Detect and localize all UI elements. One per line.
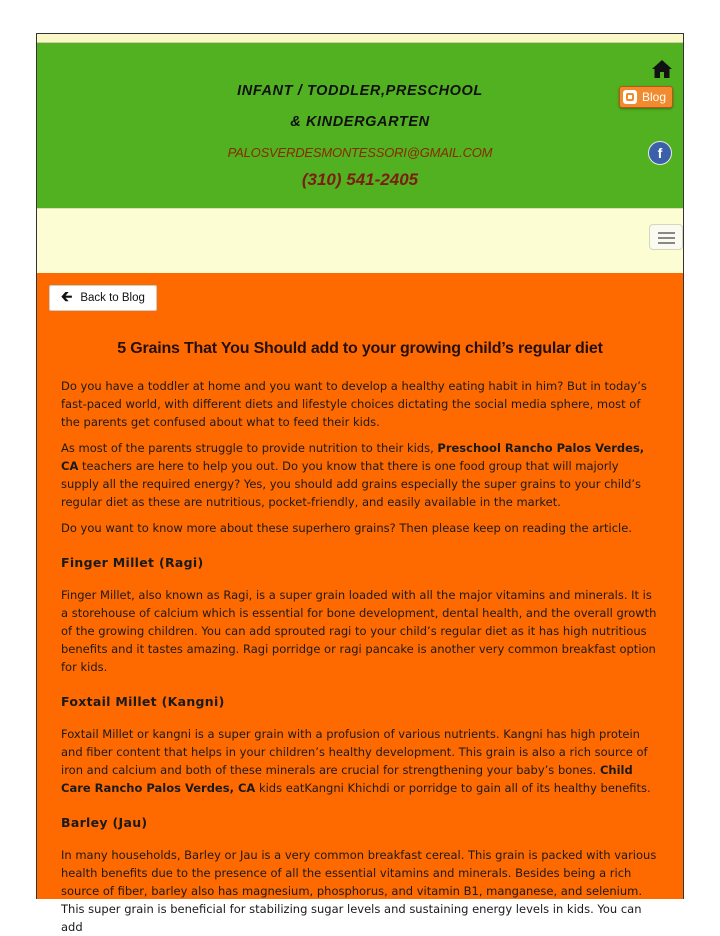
header-phone-link[interactable]: (310) 541-2405 xyxy=(301,170,419,189)
preschool-link-text: Preschool Rancho Palos Verdes, CA xyxy=(61,441,645,473)
site-header xyxy=(37,43,683,208)
header-email-link[interactable]: PALOSVERDESMONTESSORI@GMAIL.COM xyxy=(227,145,493,160)
paragraph: In many households, Barley or Jau is a very common breakfast cereal. This grain is packed with various health benefits due to the presence of all the essential vitamins and minerals. Besides being a rich source of fiber, barley also has magnesium, phosphorus, and vitamin B1, manganese, and selenium. This super grain is beneficial for stabilizing sugar levels and sustaining energy levels in kids. You can add xyxy=(61,848,657,934)
blogger-icon xyxy=(623,90,637,104)
child-care-link-text: Child Care Rancho Palos Verdes, CA xyxy=(61,763,633,795)
header-line-1: INFANT / TODDLER,PRESCHOOL xyxy=(237,83,483,99)
top-strip xyxy=(37,34,683,43)
back-to-blog-label: Back to Blog xyxy=(80,292,145,304)
article-title: 5 Grains That You Should add to your growing child’s regular diet xyxy=(117,340,603,357)
blog-button[interactable] xyxy=(619,86,673,108)
back-to-blog-button[interactable] xyxy=(49,285,157,311)
section-heading: Foxtail Millet (Kangni) xyxy=(61,694,225,709)
paragraph: Foxtail Millet or kangni is a super grain with a profusion of various nutrients. Kangni has high protein and fiber content that helps in your children’s healthy development. This grain is also a rich source of iron and calcium and both of these minerals are crucial for strengthening your baby’s bones. Child Care Rancho Palos Verdes, CA kids eatKangni Khichdi or porridge to gain all of its healthy benefits. xyxy=(61,727,651,795)
paragraph: As most of the parents struggle to provide nutrition to their kids, Preschool Rancho Palos Verdes, CA teachers are here to help you out. Do you know that there is one food group that will majorly supply all the required energy? Yes, you should add grains especially the super grains to your child’s regular diet as these are nutritious, pocket-friendly, and easily available in the market. xyxy=(61,441,645,509)
header-line-2: & KINDERGARTEN xyxy=(290,114,430,130)
home-icon[interactable] xyxy=(651,59,673,79)
section-heading: Finger Millet (Ragi) xyxy=(61,555,204,570)
section-heading: Barley (Jau) xyxy=(61,815,148,830)
facebook-icon[interactable]: f xyxy=(648,141,672,165)
article-content xyxy=(37,273,683,936)
hamburger-menu-icon[interactable] xyxy=(649,224,683,250)
nav-bar xyxy=(37,208,683,273)
paragraph: Do you want to know more about these superhero grains? Then please keep on reading the article. xyxy=(61,521,632,535)
paragraph: Do you have a toddler at home and you want to develop a healthy eating habit in him? But in today’s fast-paced world, with different diets and lifestyle choices dictating the social media sphere, most of the parents get confused about what to feed their kids. xyxy=(61,379,647,429)
arrow-left-icon: 🡰 xyxy=(61,288,73,304)
blog-button-label: Blog xyxy=(642,90,667,104)
paragraph: Finger Millet, also known as Ragi, is a super grain loaded with all the major vitamins and minerals. It is a storehouse of calcium which is essential for bone development, dental health, and the overall growth of the growing children. You can add sprouted ragi to your child’s regular diet as it has high nutritious benefits and it tastes amazing. Ragi porridge or ragi pancake is another very common breakfast option for kids. xyxy=(61,588,657,674)
page-frame xyxy=(36,33,684,934)
